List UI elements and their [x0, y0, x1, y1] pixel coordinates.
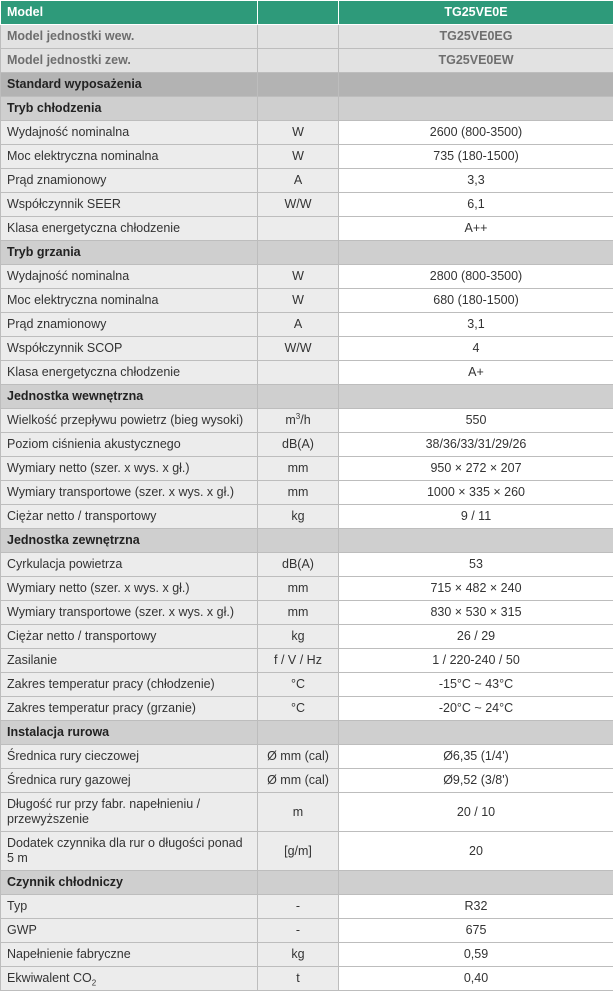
outdoor-model-row	[1, 49, 613, 73]
row-label-text: Zakres temperatur pracy (chłodzenie)	[7, 677, 215, 691]
row-unit	[258, 145, 339, 169]
row-unit	[258, 505, 339, 529]
row-unit-text: dB(A)	[282, 557, 314, 571]
table-row	[1, 943, 613, 967]
row-unit-superscript: 3	[295, 411, 301, 421]
row-label	[1, 457, 258, 481]
row-label-text: Klasa energetyczna chłodzenie	[7, 365, 181, 379]
table-row	[1, 601, 613, 625]
spec-table-body	[1, 1, 613, 991]
table-row	[1, 193, 613, 217]
row-unit	[258, 793, 339, 832]
row-unit-text: °C	[290, 677, 306, 691]
row-label-text: Wymiary netto (szer. x wys. x gł.)	[7, 581, 190, 595]
table-row	[1, 769, 613, 793]
table-row	[1, 121, 613, 145]
row-unit	[258, 361, 339, 385]
row-label	[1, 361, 258, 385]
row-unit	[258, 313, 339, 337]
table-row	[1, 649, 613, 673]
row-unit-text: kg	[291, 947, 305, 961]
row-value: 950 × 272 × 207	[339, 457, 613, 481]
outdoor-model-label: Model jednostki zew.	[1, 49, 258, 73]
section-title: Instalacja rurowa	[1, 721, 258, 745]
row-unit-text: f / V / Hz	[274, 653, 322, 667]
row-label-text: Klasa energetyczna chłodzenie	[7, 221, 181, 235]
row-unit-text: -	[295, 899, 301, 913]
row-unit-text: W	[292, 293, 304, 307]
row-unit-text: mm	[287, 581, 309, 595]
row-unit	[258, 919, 339, 943]
row-label-text: Długość rur przy fabr. napełnieniu / przewyższenie	[7, 797, 201, 826]
table-row	[1, 673, 613, 697]
standard-equipment-value	[339, 73, 613, 97]
table-row	[1, 625, 613, 649]
row-label	[1, 769, 258, 793]
section-unit-cell	[258, 241, 339, 265]
row-label-text: Dodatek czynnika dla rur o długości ponad 5 m	[7, 836, 243, 865]
row-label	[1, 745, 258, 769]
model-header-unit	[258, 1, 339, 25]
row-unit	[258, 409, 339, 433]
row-value: 2600 (800-3500)	[339, 121, 613, 145]
row-unit	[258, 481, 339, 505]
row-label	[1, 697, 258, 721]
indoor-model-row	[1, 25, 613, 49]
row-value: 6,1	[339, 193, 613, 217]
row-value: 715 × 482 × 240	[339, 577, 613, 601]
table-row	[1, 313, 613, 337]
section-unit-cell	[258, 871, 339, 895]
row-unit	[258, 601, 339, 625]
row-unit	[258, 457, 339, 481]
table-row	[1, 169, 613, 193]
row-unit	[258, 943, 339, 967]
row-unit-text: m	[292, 804, 304, 819]
row-label	[1, 505, 258, 529]
table-row	[1, 289, 613, 313]
row-label	[1, 409, 258, 433]
row-value: Ø6,35 (1/4')	[339, 745, 613, 769]
row-unit	[258, 217, 339, 241]
row-unit-text: kg	[291, 509, 305, 523]
table-row	[1, 895, 613, 919]
row-value: 550	[339, 409, 613, 433]
section-title: Tryb chłodzenia	[1, 97, 258, 121]
row-label-text: Poziom ciśnienia akustycznego	[7, 437, 181, 451]
section-value-cell	[339, 97, 613, 121]
indoor-model-label: Model jednostki wew.	[1, 25, 258, 49]
row-label-text: Typ	[7, 899, 28, 913]
row-label-text: Średnica rury gazowej	[7, 773, 131, 787]
row-unit-text: °C	[290, 701, 306, 715]
row-label	[1, 193, 258, 217]
row-label	[1, 553, 258, 577]
row-label	[1, 265, 258, 289]
table-row	[1, 745, 613, 769]
row-unit	[258, 673, 339, 697]
row-unit-text: W/W	[284, 341, 312, 355]
row-label	[1, 919, 258, 943]
row-label-text: Ciężar netto / transportowy	[7, 509, 157, 523]
row-unit-text: [g/m]	[284, 843, 312, 858]
row-unit-text: Ø mm (cal)	[267, 773, 329, 787]
row-value: -20°C ~ 24°C	[339, 697, 613, 721]
row-value: 38/36/33/31/29/26	[339, 433, 613, 457]
row-label-text: Zakres temperatur pracy (grzanie)	[7, 701, 196, 715]
row-label	[1, 649, 258, 673]
row-unit-text: m	[285, 413, 296, 427]
row-unit-text: kg	[291, 629, 305, 643]
row-unit-text: dB(A)	[282, 437, 314, 451]
row-unit	[258, 769, 339, 793]
row-label-text: Prąd znamionowy	[7, 173, 107, 187]
row-value: 53	[339, 553, 613, 577]
indoor-model-value: TG25VE0EG	[339, 25, 613, 49]
row-unit-text: Ø mm (cal)	[267, 749, 329, 763]
row-label	[1, 337, 258, 361]
section-value-cell	[339, 721, 613, 745]
row-unit	[258, 967, 339, 991]
table-row	[1, 409, 613, 433]
row-unit-tail: /h	[300, 413, 311, 427]
row-label	[1, 793, 258, 832]
section-header-row	[1, 385, 613, 409]
row-unit	[258, 193, 339, 217]
section-header-row	[1, 721, 613, 745]
section-title: Czynnik chłodniczy	[1, 871, 258, 895]
row-label	[1, 169, 258, 193]
row-label	[1, 121, 258, 145]
row-label	[1, 217, 258, 241]
table-row	[1, 217, 613, 241]
row-label-text: Wymiary transportowe (szer. x wys. x gł.)	[7, 485, 235, 499]
row-value: 26 / 29	[339, 625, 613, 649]
row-label-text: Cyrkulacja powietrza	[7, 557, 123, 571]
section-value-cell	[339, 241, 613, 265]
row-value: 830 × 530 × 315	[339, 601, 613, 625]
row-value: 1000 × 335 × 260	[339, 481, 613, 505]
row-label-text: Moc elektryczna nominalna	[7, 149, 159, 163]
row-label	[1, 145, 258, 169]
row-unit	[258, 289, 339, 313]
row-value: 9 / 11	[339, 505, 613, 529]
row-unit	[258, 832, 339, 871]
row-label-text: Wydajność nominalna	[7, 125, 130, 139]
section-title: Jednostka wewnętrzna	[1, 385, 258, 409]
standard-equipment-row	[1, 73, 613, 97]
row-label-text: Wymiary transportowe (szer. x wys. x gł.)	[7, 605, 235, 619]
table-row	[1, 553, 613, 577]
table-row	[1, 265, 613, 289]
row-unit-text: mm	[287, 461, 309, 475]
row-label-text: Wielkość przepływu powietrz (bieg wysoki)	[7, 413, 244, 427]
row-unit-text: W	[292, 269, 304, 283]
row-unit	[258, 895, 339, 919]
row-label	[1, 601, 258, 625]
row-value: 3,3	[339, 169, 613, 193]
section-header-row	[1, 97, 613, 121]
row-unit-text: mm	[287, 485, 309, 499]
row-label-text: Wydajność nominalna	[7, 269, 130, 283]
row-label-subscript: 2	[91, 978, 97, 988]
row-unit-text: W/W	[284, 197, 312, 211]
row-label-text: GWP	[7, 923, 37, 937]
row-unit-text: -	[295, 923, 301, 937]
row-unit-text: t	[296, 971, 300, 985]
table-row	[1, 697, 613, 721]
row-label	[1, 625, 258, 649]
section-header-row	[1, 529, 613, 553]
table-row	[1, 793, 613, 832]
row-value: 2800 (800-3500)	[339, 265, 613, 289]
section-header-row	[1, 871, 613, 895]
section-unit-cell	[258, 529, 339, 553]
model-header-value: TG25VE0E	[339, 1, 613, 25]
row-value: Ø9,52 (3/8')	[339, 769, 613, 793]
row-unit	[258, 265, 339, 289]
row-unit	[258, 433, 339, 457]
section-title: Tryb grzania	[1, 241, 258, 265]
row-label-text: Napełnienie fabryczne	[7, 947, 131, 961]
row-value: 0,40	[339, 967, 613, 991]
table-row	[1, 337, 613, 361]
row-label-text: Prąd znamionowy	[7, 317, 107, 331]
table-row	[1, 433, 613, 457]
row-label	[1, 895, 258, 919]
table-row	[1, 457, 613, 481]
standard-equipment-label: Standard wyposażenia	[1, 73, 258, 97]
section-value-cell	[339, 871, 613, 895]
section-unit-cell	[258, 721, 339, 745]
row-unit-text: A	[293, 173, 303, 187]
row-value: 675	[339, 919, 613, 943]
row-unit-text: W	[292, 125, 304, 139]
row-label-text: Moc elektryczna nominalna	[7, 293, 159, 307]
section-unit-cell	[258, 385, 339, 409]
row-unit	[258, 649, 339, 673]
section-header-row	[1, 241, 613, 265]
table-row	[1, 481, 613, 505]
row-value: 0,59	[339, 943, 613, 967]
row-value: 3,1	[339, 313, 613, 337]
row-unit-text: mm	[287, 605, 309, 619]
row-label	[1, 577, 258, 601]
row-unit	[258, 625, 339, 649]
row-unit	[258, 577, 339, 601]
row-value: R32	[339, 895, 613, 919]
row-unit	[258, 121, 339, 145]
row-value: -15°C ~ 43°C	[339, 673, 613, 697]
section-value-cell	[339, 385, 613, 409]
row-label	[1, 481, 258, 505]
model-header-label: Model	[1, 1, 258, 25]
row-label-text: Zasilanie	[7, 653, 58, 667]
row-value: 4	[339, 337, 613, 361]
row-label	[1, 289, 258, 313]
outdoor-model-unit	[258, 49, 339, 73]
model-header-row	[1, 1, 613, 25]
row-label	[1, 433, 258, 457]
row-value: 1 / 220-240 / 50	[339, 649, 613, 673]
table-row	[1, 505, 613, 529]
row-unit	[258, 697, 339, 721]
row-value: 20 / 10	[339, 793, 613, 832]
row-label-text: Ciężar netto / transportowy	[7, 629, 157, 643]
indoor-model-unit	[258, 25, 339, 49]
row-value: A++	[339, 217, 613, 241]
table-row	[1, 577, 613, 601]
row-label-text: Średnica rury cieczowej	[7, 749, 139, 763]
row-label-text: Wymiary netto (szer. x wys. x gł.)	[7, 461, 190, 475]
row-unit-text: A	[293, 317, 303, 331]
row-label-text: Ekwiwalent CO	[7, 971, 92, 985]
row-value: 735 (180-1500)	[339, 145, 613, 169]
row-unit	[258, 745, 339, 769]
row-unit	[258, 169, 339, 193]
section-unit-cell	[258, 97, 339, 121]
table-row	[1, 145, 613, 169]
row-value: 20	[339, 832, 613, 871]
row-unit-text: W	[292, 149, 304, 163]
row-unit	[258, 337, 339, 361]
outdoor-model-value: TG25VE0EW	[339, 49, 613, 73]
row-label	[1, 943, 258, 967]
row-label-text: Współczynnik SCOP	[7, 341, 123, 355]
row-label	[1, 967, 258, 991]
row-label	[1, 832, 258, 871]
standard-equipment-unit	[258, 73, 339, 97]
table-row	[1, 832, 613, 871]
row-label	[1, 313, 258, 337]
row-label-text: Współczynnik SEER	[7, 197, 121, 211]
table-row	[1, 919, 613, 943]
section-value-cell	[339, 529, 613, 553]
table-row	[1, 361, 613, 385]
table-row	[1, 967, 613, 991]
row-unit	[258, 553, 339, 577]
section-title: Jednostka zewnętrzna	[1, 529, 258, 553]
row-value: 680 (180-1500)	[339, 289, 613, 313]
row-label	[1, 673, 258, 697]
row-value: A+	[339, 361, 613, 385]
